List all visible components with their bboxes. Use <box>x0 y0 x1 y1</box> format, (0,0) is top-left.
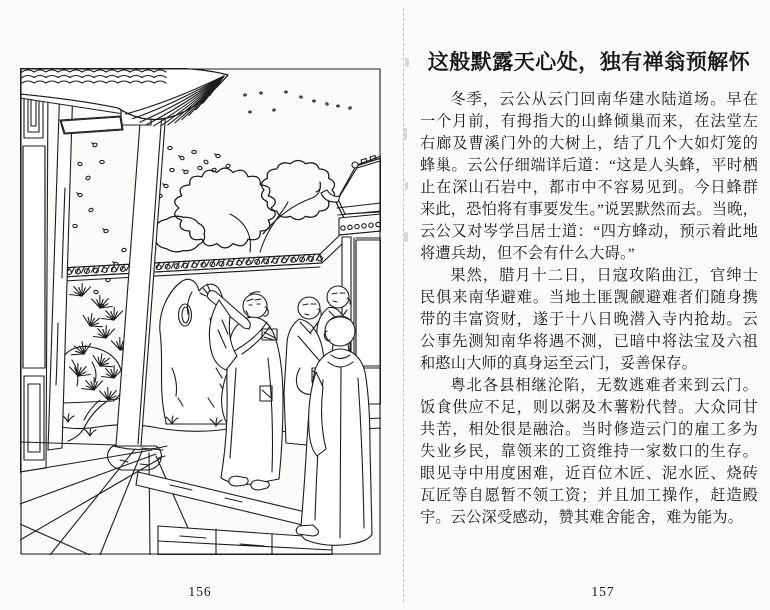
illustration-drawing <box>20 68 381 555</box>
body-text <box>420 89 758 529</box>
round-pillar <box>108 96 167 470</box>
gutter-artifact <box>405 182 408 190</box>
page-number-right: 157 <box>591 584 615 599</box>
page-gutter-line <box>403 8 404 602</box>
gutter-artifact <box>405 58 409 67</box>
page-number-left: 156 <box>188 584 212 599</box>
text-page <box>420 46 758 529</box>
paragraph: 果然，腊月十二日，日寇攻陷曲江，官绅士民俱来南华避难。当地土匪觊觎避难者们随身携带的丰富资财，遂于十八日晚潜入寺内抢劫。云公事先测知南华将遇不测，已暗中将法宝及六祖和憨山大师的真身运至云门，妥善保存。 <box>420 267 758 372</box>
tree <box>153 160 335 252</box>
gutter-artifact <box>404 128 407 140</box>
paragraph: 冬季，云公从云门回南华建水陆道场。早在一个月前，有拇指大的山蜂倾巢而来，在法堂左右廊及曹溪门外的大树上，结了几个大如灯笼的蜂巢。云公仔细端详后道：“这是人头蜂，平时栖止在深山石岩中，都市中不容易见到。今日蜂群来此，恐怕将有事要发生。”说罢默然而去。当晚，云公又对岑学吕居士道：“四方蜂动，预示着此地将遭兵劫，但不会有什么大碍。” <box>420 91 758 262</box>
courtyard-wall <box>58 235 342 281</box>
paragraph: 粤北各县相继沦陷，无数逃难者来到云门。饭食供应不足，则以粥及木薯粉代替。大众同甘共苦，相处很是融洽。当时修造云门的雇工多为失业乡民，靠领来的工资维持一家数口的生存。眼见寺中用度困难，近百位木匠、泥水匠、烧砖瓦匠等自愿暂不领工资；并且加工操作，赶造殿宇。云公深受感动，赞其难舍能舍，难为能为。 <box>420 377 758 526</box>
gutter-artifact <box>404 232 408 242</box>
chapter-title: 这般默露天心处，独有禅翁预解怀 <box>427 50 751 74</box>
courtyard-illustration <box>20 68 381 555</box>
veranda-floor <box>20 442 332 555</box>
